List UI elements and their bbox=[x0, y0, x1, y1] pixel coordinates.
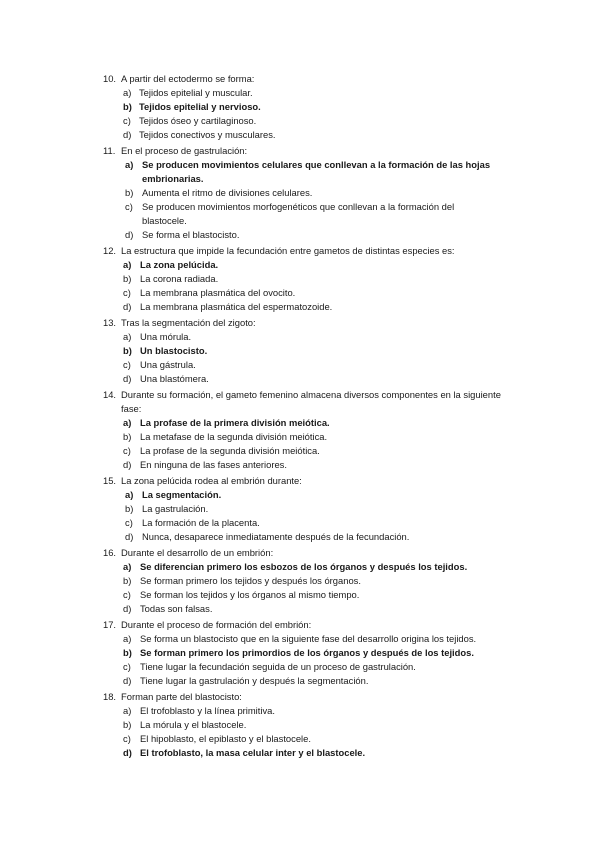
question-12 bbox=[103, 244, 501, 314]
option-text: La gastrulación. bbox=[142, 503, 209, 514]
option-c bbox=[123, 286, 501, 300]
option-letter: b) bbox=[123, 575, 132, 586]
options-list bbox=[123, 632, 501, 688]
question-text: Durante el desarrollo de un embrión: bbox=[121, 547, 274, 558]
option-letter: d) bbox=[123, 675, 132, 686]
option-letter: d) bbox=[125, 531, 134, 542]
option-letter: a) bbox=[125, 159, 134, 170]
question-number: 10. bbox=[103, 73, 117, 84]
option-d bbox=[123, 128, 501, 142]
question-16 bbox=[103, 546, 501, 616]
option-text: Se forman primero los tejidos y después los órganos. bbox=[140, 575, 361, 586]
question-text: A partir del ectodermo se forma: bbox=[121, 73, 255, 84]
option-text: Nunca, desaparece inmediatamente después de la fecundación. bbox=[142, 531, 410, 542]
option-letter: c) bbox=[123, 287, 131, 298]
question-number: 18. bbox=[103, 691, 117, 702]
question-number: 15. bbox=[103, 475, 117, 486]
option-d bbox=[123, 602, 501, 616]
option-c bbox=[125, 200, 512, 228]
option-text: Una blastómera. bbox=[140, 373, 209, 384]
option-text: Tejidos epitelial y muscular. bbox=[139, 87, 253, 98]
question-14 bbox=[103, 388, 501, 472]
option-letter: d) bbox=[123, 747, 132, 758]
option-text: La mórula y el blastocele. bbox=[140, 719, 247, 730]
option-text: La membrana plasmática del espermatozoide. bbox=[140, 301, 333, 312]
option-c bbox=[123, 660, 501, 674]
option-letter: a) bbox=[123, 259, 132, 270]
question-number: 13. bbox=[103, 317, 117, 328]
option-c bbox=[123, 358, 501, 372]
question-number: 11. bbox=[103, 145, 116, 156]
question-18 bbox=[103, 690, 501, 760]
question-text: La estructura que impide la fecundación entre gametos de distintas especies es: bbox=[121, 245, 455, 256]
option-b bbox=[125, 186, 512, 200]
option-a-correct bbox=[123, 416, 501, 430]
option-text: El trofoblasto, la masa celular inter y el blastocele. bbox=[140, 747, 366, 758]
option-letter: d) bbox=[123, 301, 132, 312]
option-text: Se forman los tejidos y los órganos al mismo tiempo. bbox=[140, 589, 360, 600]
option-letter: b) bbox=[123, 101, 132, 112]
question-10 bbox=[103, 72, 501, 142]
option-letter: a) bbox=[125, 489, 134, 500]
option-text: Tejidos conectivos y musculares. bbox=[139, 129, 276, 140]
option-text: Tejidos epitelial y nervioso. bbox=[139, 101, 261, 112]
option-text: La formación de la placenta. bbox=[142, 517, 260, 528]
option-b-correct bbox=[123, 100, 501, 114]
option-text: La membrana plasmática del ovocito. bbox=[140, 287, 296, 298]
option-c bbox=[125, 516, 501, 530]
option-letter: b) bbox=[125, 187, 134, 198]
option-letter: d) bbox=[123, 459, 132, 470]
question-text: Forman parte del blastocisto: bbox=[121, 691, 242, 702]
option-letter: c) bbox=[125, 201, 133, 212]
question-15 bbox=[103, 474, 501, 544]
option-b bbox=[123, 272, 501, 286]
question-13 bbox=[103, 316, 501, 386]
question-number: 12. bbox=[103, 245, 117, 256]
question-text: La zona pelúcida rodea al embrión durante: bbox=[121, 475, 302, 486]
option-a-correct bbox=[123, 560, 501, 574]
option-letter: b) bbox=[123, 647, 132, 658]
option-text: Un blastocisto. bbox=[140, 345, 208, 356]
option-text: Se forman primero los primordios de los órganos y después de los tejidos. bbox=[140, 647, 474, 658]
option-text: Se producen movimientos celulares que conllevan a la formación de las hojas embrionarias. bbox=[142, 159, 491, 184]
option-letter: b) bbox=[123, 345, 132, 356]
option-letter: d) bbox=[123, 129, 132, 140]
option-text: La corona radiada. bbox=[140, 273, 219, 284]
option-text: El trofoblasto y la línea primitiva. bbox=[140, 705, 275, 716]
question-text: Durante el proceso de formación del embrión: bbox=[121, 619, 312, 630]
option-a bbox=[123, 632, 501, 646]
option-b bbox=[123, 574, 501, 588]
question-17 bbox=[103, 618, 501, 688]
option-text: Aumenta el ritmo de divisiones celulares. bbox=[142, 187, 313, 198]
question-text: Durante su formación, el gameto femenino almacena diversos componentes en la siguiente fase: bbox=[121, 389, 501, 414]
option-a-correct bbox=[123, 258, 501, 272]
option-text: La metafase de la segunda división meiótica. bbox=[140, 431, 328, 442]
question-number: 14. bbox=[103, 389, 117, 400]
option-a bbox=[123, 86, 501, 100]
option-c bbox=[123, 732, 501, 746]
options-list bbox=[125, 488, 501, 544]
option-letter: c) bbox=[125, 517, 133, 528]
options-list bbox=[123, 258, 501, 314]
option-b bbox=[123, 718, 501, 732]
question-number: 17. bbox=[103, 619, 117, 630]
option-d bbox=[125, 530, 501, 544]
option-text: Se producen movimientos morfogenéticos que conllevan a la formación del blastocele. bbox=[142, 201, 455, 226]
options-list bbox=[123, 86, 501, 142]
option-letter: c) bbox=[123, 359, 131, 370]
option-letter: a) bbox=[123, 561, 132, 572]
option-d-correct bbox=[123, 746, 501, 760]
option-text: En ninguna de las fases anteriores. bbox=[140, 459, 287, 470]
option-text: Se forma el blastocisto. bbox=[142, 229, 240, 240]
option-letter: c) bbox=[123, 661, 131, 672]
options-list bbox=[123, 704, 501, 760]
option-d bbox=[123, 674, 501, 688]
option-c bbox=[123, 114, 501, 128]
option-a-correct bbox=[125, 158, 512, 186]
option-text: Tejidos óseo y cartilaginoso. bbox=[139, 115, 257, 126]
option-a-correct bbox=[125, 488, 501, 502]
option-c bbox=[123, 444, 501, 458]
options-list bbox=[125, 158, 512, 242]
option-letter: b) bbox=[123, 719, 132, 730]
option-letter: a) bbox=[123, 417, 132, 428]
options-list bbox=[123, 560, 501, 616]
option-letter: b) bbox=[125, 503, 134, 514]
option-b bbox=[125, 502, 501, 516]
option-text: Se forma un blastocisto que en la siguiente fase del desarrollo origina los tejidos. bbox=[140, 633, 477, 644]
option-text: Todas son falsas. bbox=[140, 603, 213, 614]
option-letter: a) bbox=[123, 633, 132, 644]
option-a bbox=[123, 704, 501, 718]
option-d bbox=[123, 372, 501, 386]
option-letter: a) bbox=[123, 331, 132, 342]
options-list bbox=[123, 330, 501, 386]
option-text: Tiene lugar la fecundación seguida de un proceso de gastrulación. bbox=[140, 661, 416, 672]
option-letter: b) bbox=[123, 273, 132, 284]
question-number: 16. bbox=[103, 547, 117, 558]
option-text: Una mórula. bbox=[140, 331, 192, 342]
option-text: El hipoblasto, el epiblasto y el blastocele. bbox=[140, 733, 311, 744]
option-letter: b) bbox=[123, 431, 132, 442]
option-letter: c) bbox=[123, 733, 131, 744]
option-text: Una gástrula. bbox=[140, 359, 196, 370]
option-text: La zona pelúcida. bbox=[140, 259, 219, 270]
option-d bbox=[125, 228, 512, 242]
option-d bbox=[123, 300, 501, 314]
option-letter: d) bbox=[123, 603, 132, 614]
option-text: La profase de la primera división meiótica. bbox=[140, 417, 330, 428]
option-d bbox=[123, 458, 501, 472]
option-letter: a) bbox=[123, 705, 132, 716]
options-list bbox=[123, 416, 501, 472]
question-text: En el proceso de gastrulación: bbox=[121, 145, 248, 156]
option-letter: c) bbox=[123, 115, 131, 126]
option-text: La segmentación. bbox=[142, 489, 222, 500]
option-letter: c) bbox=[123, 589, 131, 600]
option-b-correct bbox=[123, 646, 501, 660]
question-11 bbox=[103, 144, 512, 242]
option-b bbox=[123, 430, 501, 444]
option-letter: d) bbox=[123, 373, 132, 384]
option-text: Se diferencian primero los esbozos de los órganos y después los tejidos. bbox=[140, 561, 468, 572]
option-text: Tiene lugar la gastrulación y después la segmentación. bbox=[140, 675, 369, 686]
option-c bbox=[123, 588, 501, 602]
option-b-correct bbox=[123, 344, 501, 358]
option-letter: a) bbox=[123, 87, 132, 98]
option-letter: d) bbox=[125, 229, 134, 240]
option-a bbox=[123, 330, 501, 344]
option-text: La profase de la segunda división meiótica. bbox=[140, 445, 320, 456]
option-letter: c) bbox=[123, 445, 131, 456]
question-text: Tras la segmentación del zigoto: bbox=[121, 317, 256, 328]
